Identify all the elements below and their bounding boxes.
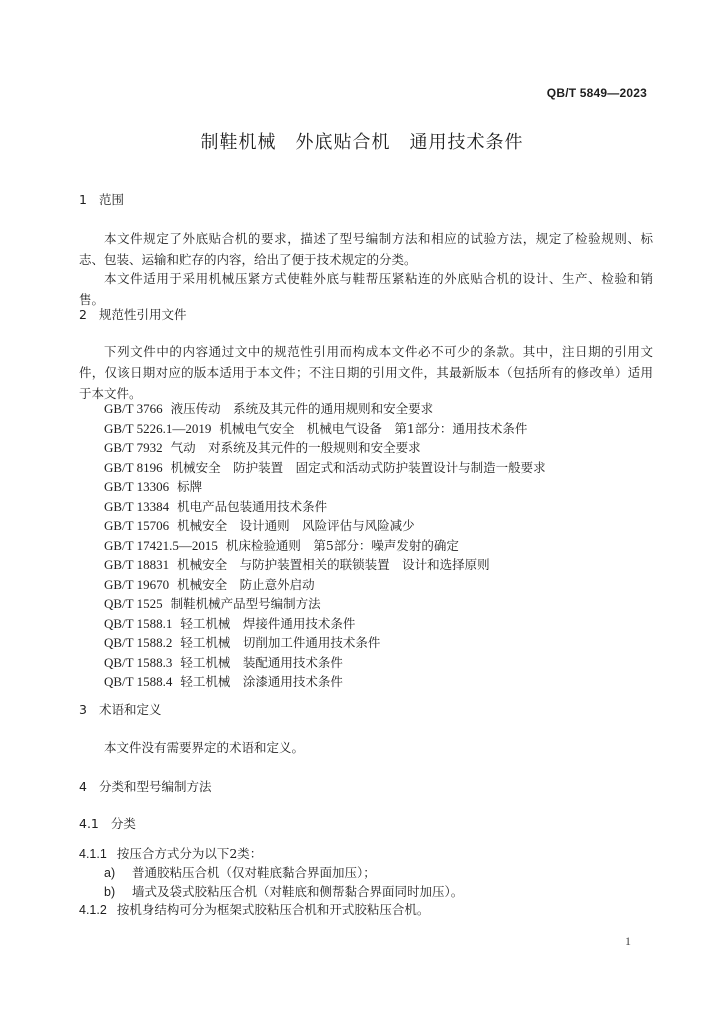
section-1-paragraph-1: 本文件规定了外底贴合机的要求，描述了型号编制方法和相应的试验方法，规定了检验规则、标志、包装、运输和贮存的内容，给出了便于技术规定的分类。 bbox=[79, 231, 653, 267]
reference-code: GB/T 19670 bbox=[104, 576, 170, 592]
page-number: 1 bbox=[625, 934, 631, 948]
normative-reference-list bbox=[104, 399, 546, 692]
reference-title: 制鞋机械产品型号编制方法 bbox=[170, 596, 321, 611]
section-1-heading bbox=[79, 190, 124, 208]
section-number: 2 bbox=[79, 307, 87, 322]
reference-item bbox=[104, 399, 546, 419]
clause-number: 4.1.2 bbox=[79, 903, 107, 917]
list-item-b bbox=[104, 882, 463, 900]
reference-item bbox=[104, 594, 546, 614]
reference-title: 机械电气安全 机械电气设备 第1部分：通用技术条件 bbox=[219, 420, 528, 436]
reference-code: GB/T 8196 bbox=[104, 459, 163, 475]
reference-title: 轻工机械 焊接件通用技术条件 bbox=[180, 615, 356, 631]
section-number: 3 bbox=[79, 702, 87, 717]
reference-title: 机械安全 设计通则 风险评估与风险减少 bbox=[177, 518, 415, 533]
reference-code: GB/T 15706 bbox=[104, 518, 170, 533]
reference-code: QB/T 1525 bbox=[104, 596, 163, 611]
reference-item bbox=[104, 555, 546, 575]
reference-code: GB/T 17421.5—2015 bbox=[104, 537, 218, 553]
standard-code: QB/T 5849—2023 bbox=[546, 86, 647, 100]
reference-item bbox=[104, 653, 546, 673]
reference-title: 机械安全 防护装置 固定式和活动式防护装置设计与制造一般要求 bbox=[170, 459, 546, 475]
section-2-paragraph: 下列文件中的内容通过文中的规范性引用而构成本文件必不可少的条款。其中，注日期的引用文件，仅该日期对应的版本适用于本文件；不注日期的引用文件，其最新版本（包括所有的修改单）适用于本文件。 bbox=[79, 344, 653, 401]
clause-number: 4.1.1 bbox=[79, 847, 107, 861]
reference-code: QB/T 1588.4 bbox=[104, 674, 173, 689]
list-item-a bbox=[104, 863, 376, 881]
section-title: 范围 bbox=[99, 192, 125, 207]
section-1-paragraph-2: 本文件适用于采用机械压紧方式使鞋外底与鞋帮压紧粘连的外底贴合机的设计、生产、检验和销售。 bbox=[79, 271, 653, 307]
section-number: 4 bbox=[79, 779, 87, 794]
list-marker: b) bbox=[104, 885, 116, 899]
clause-4-1-1 bbox=[79, 844, 262, 862]
reference-code: GB/T 7932 bbox=[104, 440, 163, 455]
reference-title: 机械安全 与防护装置相关的联锁装置 设计和选择原则 bbox=[177, 557, 490, 572]
section-title: 规范性引用文件 bbox=[99, 307, 187, 322]
reference-title: 机械安全 防止意外启动 bbox=[177, 576, 315, 592]
reference-title: 轻工机械 切削加工件通用技术条件 bbox=[180, 635, 381, 650]
reference-title: 液压传动 系统及其元件的通用规则和安全要求 bbox=[170, 401, 434, 416]
reference-code: QB/T 1588.3 bbox=[104, 654, 173, 670]
reference-code: GB/T 13306 bbox=[104, 479, 170, 494]
reference-code: QB/T 1588.2 bbox=[104, 635, 173, 650]
reference-item bbox=[104, 575, 546, 595]
reference-code: GB/T 5226.1—2019 bbox=[104, 420, 212, 436]
section-4-heading bbox=[79, 777, 212, 795]
section-2-heading bbox=[79, 305, 187, 323]
subsection-number: 4.1 bbox=[79, 816, 99, 831]
reference-item bbox=[104, 497, 546, 517]
reference-item bbox=[104, 672, 546, 692]
clause-text: 按压合方式分为以下2类： bbox=[116, 846, 263, 861]
reference-title: 气动 对系统及其元件的一般规则和安全要求 bbox=[170, 440, 421, 455]
section-number: 1 bbox=[79, 192, 87, 207]
reference-title: 标牌 bbox=[177, 479, 203, 494]
reference-code: QB/T 1588.1 bbox=[104, 615, 173, 631]
subsection-4-1-heading bbox=[79, 814, 136, 832]
list-item-text: 墙式及袋式胶粘压合机（对鞋底和侧帮黏合界面同时加压）。 bbox=[132, 884, 464, 899]
reference-title: 轻工机械 装配通用技术条件 bbox=[180, 654, 343, 670]
reference-code: GB/T 13384 bbox=[104, 498, 170, 514]
reference-code: GB/T 18831 bbox=[104, 557, 170, 572]
reference-item bbox=[104, 614, 546, 634]
reference-item bbox=[104, 633, 546, 653]
reference-item bbox=[104, 419, 546, 439]
section-title: 分类和型号编制方法 bbox=[99, 779, 212, 794]
section-3-heading bbox=[79, 700, 162, 718]
subsection-title: 分类 bbox=[110, 816, 136, 831]
reference-item bbox=[104, 477, 546, 497]
section-title: 术语和定义 bbox=[99, 702, 162, 717]
list-item-text: 普通胶粘压合机（仅对鞋底黏合界面加压）； bbox=[132, 865, 376, 880]
clause-4-1-2 bbox=[79, 900, 429, 918]
document-title: 制鞋机械 外底贴合机 通用技术条件 bbox=[200, 132, 524, 153]
reference-item bbox=[104, 516, 546, 536]
reference-item bbox=[104, 438, 546, 458]
reference-item bbox=[104, 458, 546, 478]
list-marker: a) bbox=[104, 866, 116, 880]
clause-text: 按机身结构可分为框架式胶粘压合机和开式胶粘压合机。 bbox=[116, 902, 430, 917]
reference-title: 机床检验通则 第5部分：噪声发射的确定 bbox=[225, 537, 459, 553]
reference-code: GB/T 3766 bbox=[104, 401, 163, 416]
reference-title: 轻工机械 涂漆通用技术条件 bbox=[180, 674, 343, 689]
section-3-paragraph: 本文件没有需要界定的术语和定义。 bbox=[104, 740, 305, 755]
reference-item bbox=[104, 536, 546, 556]
reference-title: 机电产品包装通用技术条件 bbox=[177, 498, 328, 514]
